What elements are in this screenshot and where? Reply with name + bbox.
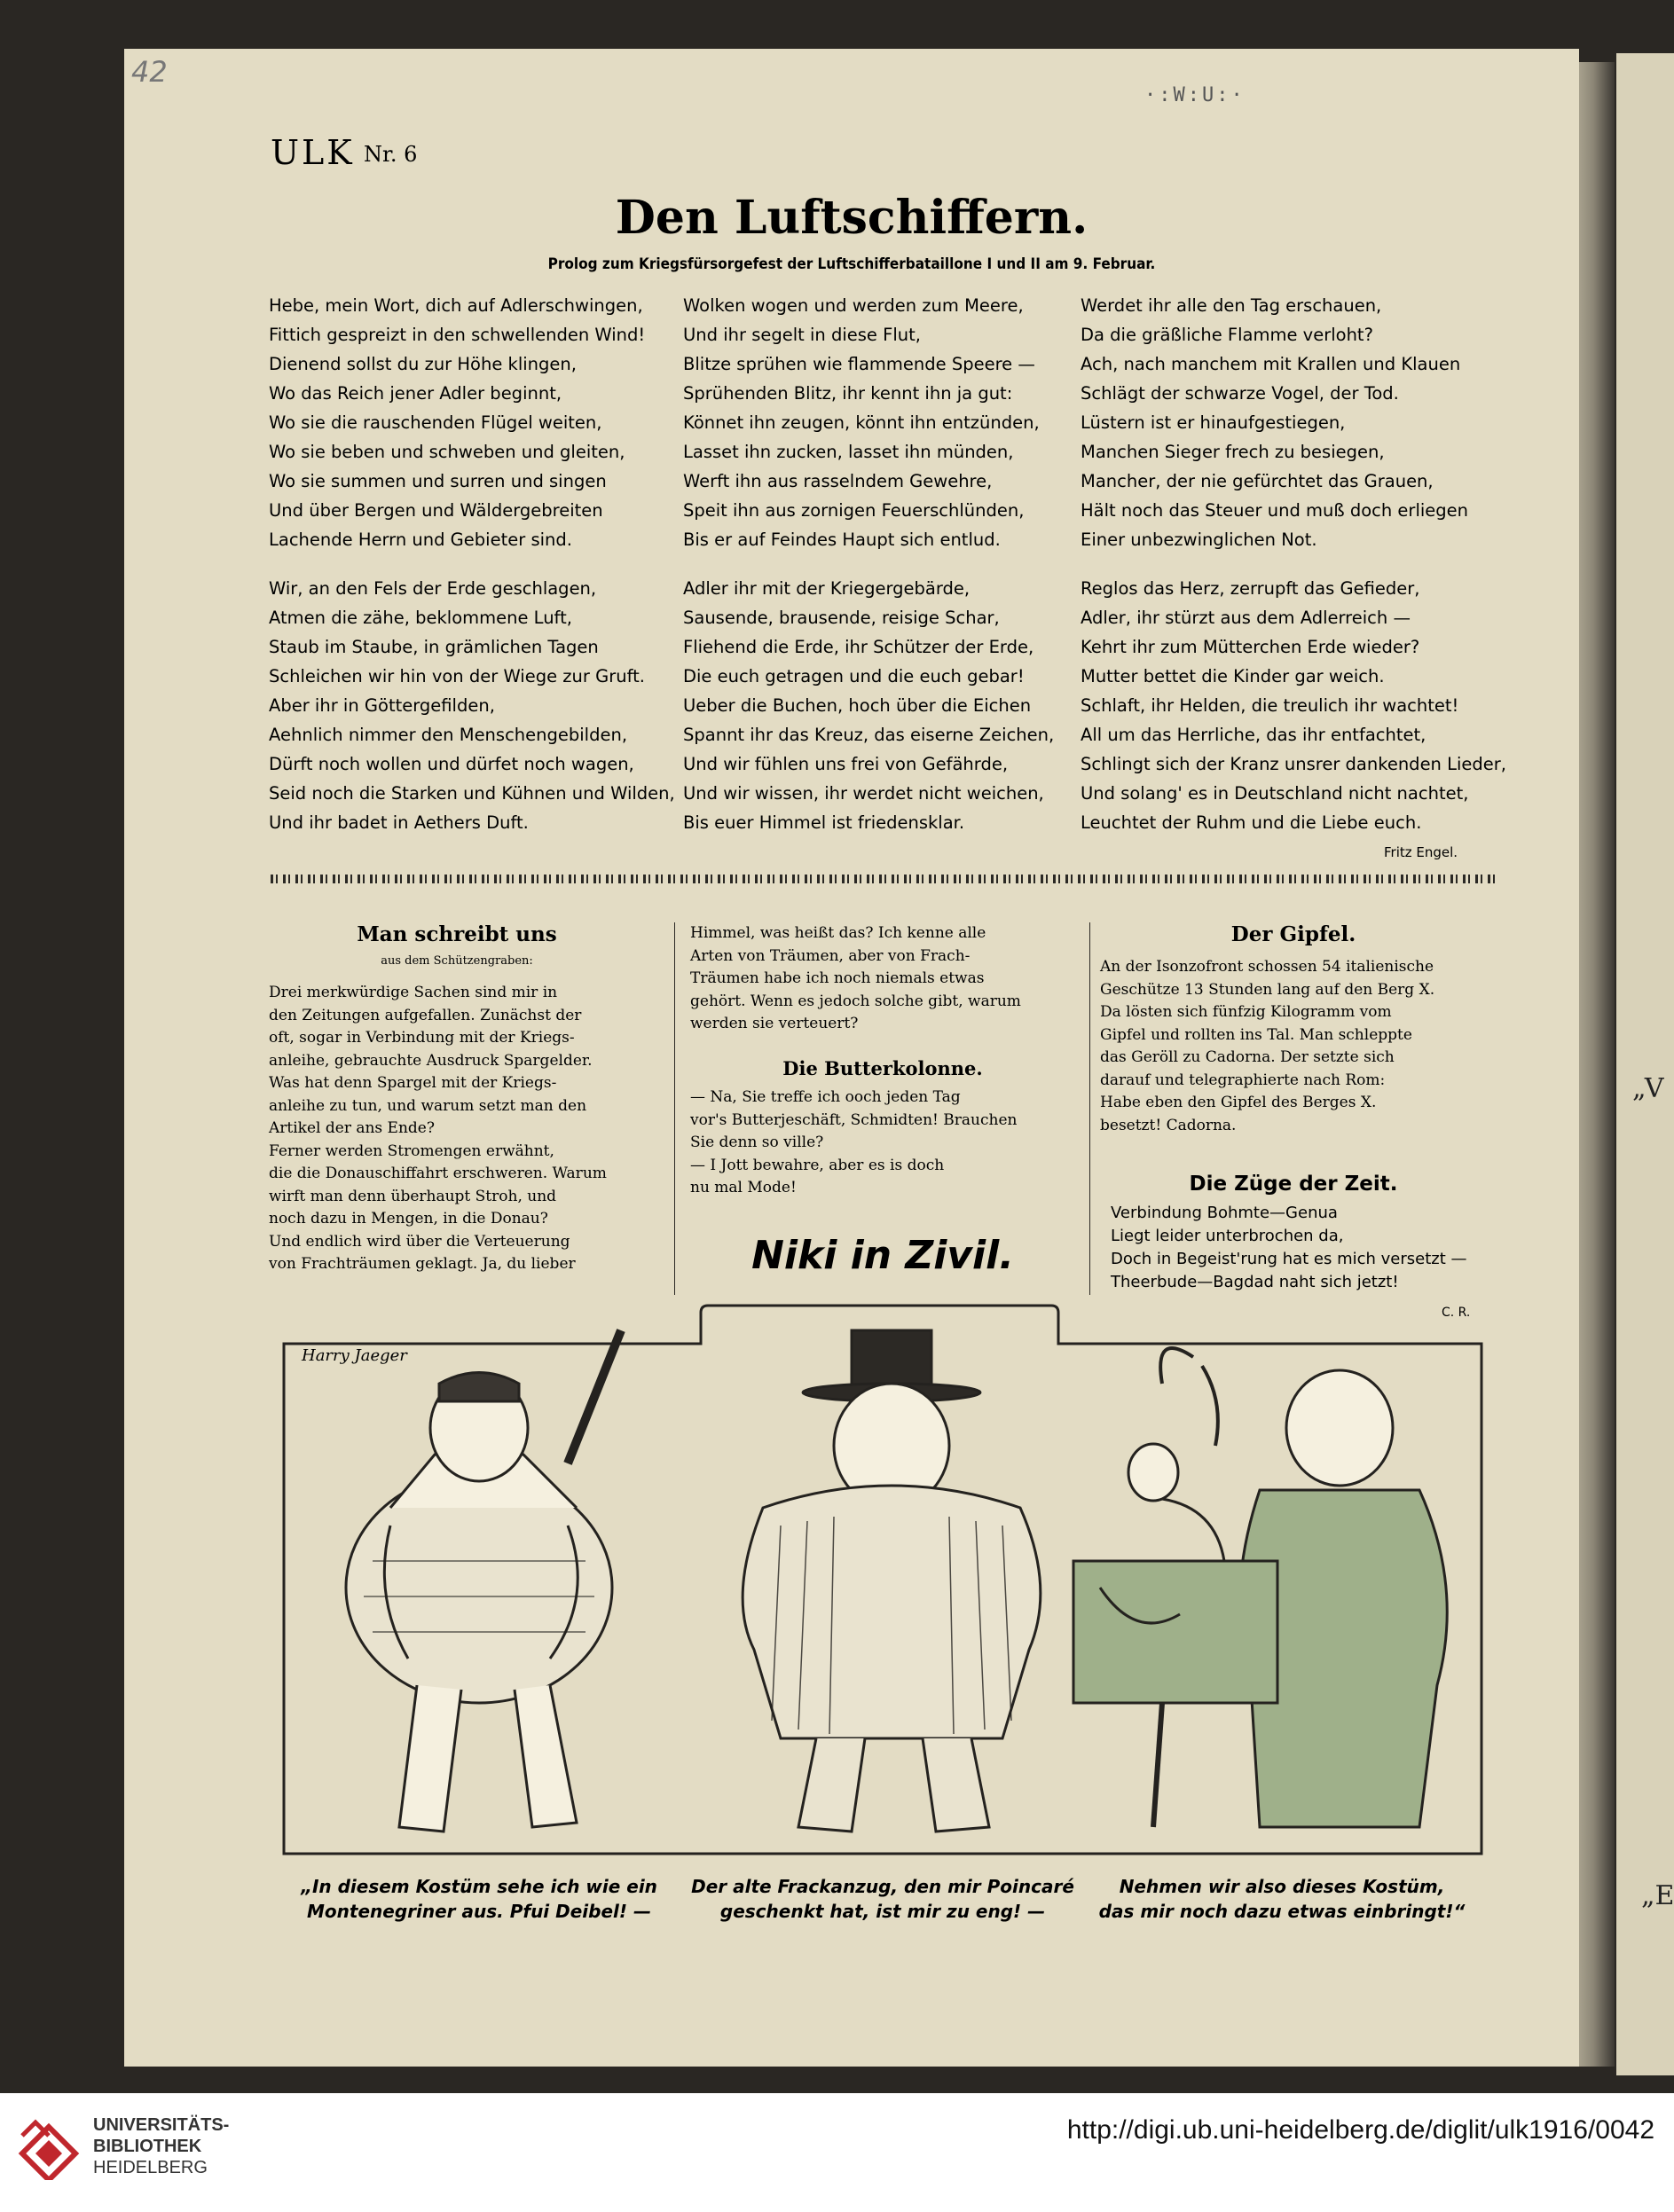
footer-bar: [0, 2093, 1674, 2212]
poem-line: Mancher, der nie gefürchtet das Grauen,: [1081, 471, 1434, 491]
poem-line: Lasset ihn zucken, lasset ihn münden,: [683, 442, 1014, 462]
text-line: anleihe, gebrauchte Ausdruck Spargelder.: [269, 1051, 593, 1070]
text-line: Liegt leider unterbrochen da,: [1111, 1227, 1344, 1245]
poem-line: Reglos das Herz, zerrupft das Gefieder,: [1081, 578, 1420, 599]
poem-line: Leuchtet der Ruhm und die Liebe euch.: [1081, 812, 1422, 833]
poem-column: [683, 291, 1073, 857]
poem-line: Bis er auf Feindes Haupt sich entlud.: [683, 529, 1001, 550]
text-line: noch dazu in Mengen, in die Donau?: [269, 1210, 548, 1228]
poem-line: Einer unbezwinglichen Not.: [1081, 529, 1317, 550]
poem-line: Aehnlich nimmer den Menschengebilden,: [269, 725, 628, 745]
poem-line: Aber ihr in Göttergefilden,: [269, 695, 495, 716]
column-divider: [1089, 922, 1090, 1295]
article-title: Man schreibt uns: [357, 922, 557, 946]
adjacent-page: [1616, 53, 1674, 2075]
poem-line: Schlingt sich der Kranz unsrer dankenden Lieder,: [1081, 754, 1506, 774]
handwritten-page-number: 42: [131, 55, 168, 89]
poem-stanza: [1081, 574, 1524, 837]
text-line: Himmel, was heißt das? Ich kenne alle: [690, 924, 986, 942]
text-line: Was hat denn Spargel mit der Kriegs-: [269, 1074, 557, 1092]
text-line: von Frachträumen geklagt. Ja, du lieber: [269, 1255, 576, 1273]
poem-line: Lachende Herrn und Gebieter sind.: [269, 529, 572, 550]
text-line: vor's Butterjeschäft, Schmidten! Brauchen: [690, 1110, 1018, 1129]
poem-line: Atmen die zähe, beklommene Luft,: [269, 608, 572, 628]
poem-line: Und wir wissen, ihr werdet nicht weichen,: [683, 783, 1044, 804]
text-line: An der Isonzofront schossen 54 italienische: [1100, 958, 1434, 976]
poem-line: Dienend sollst du zur Höhe klingen,: [269, 354, 577, 374]
poem-line: Hält noch das Steuer und muß doch erliegen: [1081, 500, 1469, 521]
article-body: [269, 982, 652, 1276]
permalink-url[interactable]: http://digi.ub.uni-heidelberg.de/diglit/ulk1916/0042: [1066, 2115, 1654, 2145]
poem-line: Adler ihr mit der Kriegergebärde,: [683, 578, 971, 599]
poem-line: Wolken wogen und werden zum Meere,: [683, 295, 1024, 316]
text-line: Doch in Begeist'rung hat es mich versetzt —: [1111, 1250, 1467, 1268]
text-line: darauf und telegraphierte nach Rom:: [1100, 1071, 1386, 1089]
article-title: Die Züge der Zeit.: [1189, 1173, 1398, 1196]
text-line: Und endlich wird über die Verteuerung: [269, 1232, 570, 1251]
poem-line: Schleichen wir hin von der Wiege zur Gruft.: [269, 666, 645, 686]
poem-line: Sprühenden Blitz, ihr kennt ihn ja gut:: [683, 383, 1013, 404]
poem-line: Wo sie summen und surren und singen: [269, 471, 607, 491]
poem-line: Ueber die Buchen, hoch über die Eichen: [683, 695, 1032, 716]
poem-line: Fliehend die Erde, ihr Schützer der Erde,: [683, 637, 1034, 657]
university-name-line: UNIVERSITÄTS-: [93, 2115, 230, 2135]
poem-line: Und ihr segelt in diese Flut,: [683, 325, 921, 345]
poem-line: Wir, an den Fels der Erde geschlagen,: [269, 578, 597, 599]
university-logo-icon[interactable]: [18, 2109, 80, 2180]
poem-line: Adler, ihr stürzt aus dem Adlerreich —: [1081, 608, 1411, 628]
poem-line: Sausende, brausende, reisige Schar,: [683, 608, 1000, 628]
poem-line: Blitze sprühen wie flammende Speere —: [683, 354, 1035, 374]
library-stamp: ·:W:U:·: [1144, 84, 1246, 106]
text-line: das mir noch dazu etwas einbringt!“: [1098, 1901, 1466, 1922]
poem-stanza: [683, 291, 1073, 554]
article-title: Die Butterkolonne.: [782, 1057, 983, 1079]
poem-line: Fittich gespreizt in den schwellenden Wind!: [269, 325, 646, 345]
poem-subtitle: Prolog zum Kriegsfürsorgefest der Luftschifferbataillone I und II am 9. Februar.: [547, 255, 1156, 273]
cartoon-title: Niki in Zivil.: [751, 1233, 1014, 1278]
cartoon-caption: [683, 1874, 1082, 1924]
poem-stanza: [269, 574, 677, 837]
poem-stanza: [1081, 291, 1524, 554]
artist-signature: Harry Jaeger: [302, 1346, 407, 1365]
text-line: Artikel der ans Ende?: [269, 1119, 435, 1137]
poem-stanza: [269, 291, 677, 554]
text-line: Verbindung Bohmte—Genua: [1111, 1204, 1338, 1222]
university-name-line: HEIDELBERG: [93, 2158, 208, 2177]
text-line: Träumen habe ich noch niemals etwas: [690, 969, 985, 987]
text-line: Montenegriner aus. Pfui Deibel! —: [307, 1901, 651, 1922]
cartoon-caption: [293, 1874, 665, 1924]
poem-line: Spannt ihr das Kreuz, das eiserne Zeichen,: [683, 725, 1055, 745]
text-line: Theerbude—Bagdad naht sich jetzt!: [1111, 1273, 1399, 1291]
poem-line: All um das Herrliche, das ihr entfachtet,: [1081, 725, 1426, 745]
text-line: Ferner werden Stromengen erwähnt,: [269, 1141, 554, 1160]
text-line: werden sie verteuert?: [690, 1015, 859, 1032]
column-divider: [674, 922, 675, 1295]
poem-column: [269, 291, 677, 857]
text-line: anleihe zu tun, und warum setzt man den: [269, 1096, 587, 1115]
article-body: [690, 1086, 1076, 1200]
text-line: gehört. Wenn es jedoch solche gibt, warum: [690, 992, 1021, 1010]
poem-line: Und solang' es in Deutschland nicht nachtet,: [1081, 783, 1469, 804]
poem-line: Speit ihn aus zornigen Feuerschlünden,: [683, 500, 1025, 521]
text-line: geschenkt hat, ist mir zu eng! —: [719, 1901, 1046, 1922]
university-name[interactable]: [93, 2114, 229, 2178]
poem-line: Werdet ihr alle den Tag erschauen,: [1081, 295, 1382, 316]
text-line: Arten von Träumen, aber von Frach-: [690, 946, 971, 965]
text-line: das Geröll zu Cadorna. Der setzte sich: [1100, 1048, 1395, 1066]
poem-line: Wo das Reich jener Adler beginnt,: [269, 383, 562, 404]
poem-line: Und über Bergen und Wäldergebreiten: [269, 500, 603, 521]
poem-column: [1081, 291, 1524, 857]
poem-line: Dürft noch wollen und dürfet noch wagen,: [269, 754, 634, 774]
poem-line: Da die gräßliche Flamme verloht?: [1081, 325, 1373, 345]
article-subtitle: aus dem Schützengraben:: [381, 954, 533, 968]
issue-number: Nr. 6: [364, 142, 418, 167]
text-line: Sie denn so ville?: [690, 1133, 824, 1151]
poem-line: Lüstern ist er hinaufgestiegen,: [1081, 412, 1346, 433]
poem-line: Die euch getragen und die euch gebar!: [683, 666, 1025, 686]
text-line: — I Jott bewahre, aber es is doch: [690, 1156, 945, 1174]
text-line: „In diesem Kostüm sehe ich wie ein: [301, 1876, 657, 1897]
poem-line: Wo sie beben und schweben und gleiten,: [269, 442, 625, 462]
poem-line: Ach, nach manchem mit Krallen und Klauen: [1081, 354, 1461, 374]
text-line: nu mal Mode!: [690, 1179, 797, 1196]
poem-line: Hebe, mein Wort, dich auf Adlerschwingen,: [269, 295, 643, 316]
poem-line: Schlaft, ihr Helden, die treulich ihr wachtet!: [1081, 695, 1459, 716]
poem-line: Staub im Staube, in grämlichen Tagen: [269, 637, 599, 657]
article-verse: [1111, 1202, 1501, 1294]
university-name-line: BIBLIOTHEK: [93, 2137, 202, 2156]
poem-line: Und ihr badet in Aethers Duft.: [269, 812, 529, 833]
text-line: Geschütze 13 Stunden lang auf den Berg X.: [1100, 980, 1435, 999]
article-body-continued: [690, 922, 1076, 1036]
text-line: den Zeitungen aufgefallen. Zunächst der: [269, 1006, 582, 1024]
adjacent-page-text: „E: [1641, 1880, 1674, 1911]
text-line: oft, sogar in Verbindung mit der Kriegs-: [269, 1029, 575, 1047]
poem-line: Werft ihn aus rasselndem Gewehre,: [683, 471, 993, 491]
poem-line: Manchen Sieger frech zu besiegen,: [1081, 442, 1385, 462]
article-signature: C. R.: [1442, 1306, 1471, 1320]
poem-line: Könnet ihn zeugen, könnt ihn entzünden,: [683, 412, 1040, 433]
text-line: Habe eben den Gipfel des Berges X.: [1100, 1094, 1377, 1111]
poem-author: Fritz Engel.: [1384, 844, 1458, 860]
poem-line: Mutter bettet die Kinder gar weich.: [1081, 666, 1385, 686]
text-line: — Na, Sie treffe ich ooch jeden Tag: [690, 1088, 961, 1106]
text-line: Gipfel und rollten ins Tal. Man schleppte: [1100, 1025, 1412, 1044]
poem-line: Bis euer Himmel ist friedensklar.: [683, 812, 965, 833]
article-title: Der Gipfel.: [1230, 922, 1356, 946]
text-line: Nehmen wir also dieses Kostüm,: [1119, 1876, 1445, 1897]
magazine-title: ULK: [271, 133, 355, 172]
text-line: Da lösten sich fünfzig Kilogramm vom: [1100, 1003, 1392, 1021]
adjacent-page-text: „V: [1632, 1073, 1664, 1104]
poem-line: Und wir fühlen uns frei von Gefährde,: [683, 754, 1009, 774]
text-line: wirft man denn überhaupt Stroh, und: [269, 1187, 557, 1205]
text-line: Drei merkwürdige Sachen sind mir in: [269, 984, 558, 1001]
poem-line: Kehrt ihr zum Mütterchen Erde wieder?: [1081, 637, 1420, 657]
ornamental-divider: [271, 875, 1495, 883]
poem-line: Schlägt der schwarze Vogel, der Tod.: [1081, 383, 1399, 404]
poem-line: Wo sie die rauschenden Flügel weiten,: [269, 412, 602, 433]
text-line: besetzt! Cadorna.: [1100, 1116, 1237, 1134]
article-body: [1100, 956, 1473, 1137]
poem-stanza: [683, 574, 1073, 837]
poem-line: Seid noch die Starken und Kühnen und Wilden,: [269, 783, 675, 804]
text-line: Der alte Frackanzug, den mir Poincaré: [691, 1876, 1074, 1897]
cartoon-caption: [1087, 1874, 1477, 1924]
poem-title: Den Luftschiffern.: [615, 191, 1088, 245]
text-line: die die Donauschiffahrt erschweren. Warum: [269, 1165, 607, 1182]
